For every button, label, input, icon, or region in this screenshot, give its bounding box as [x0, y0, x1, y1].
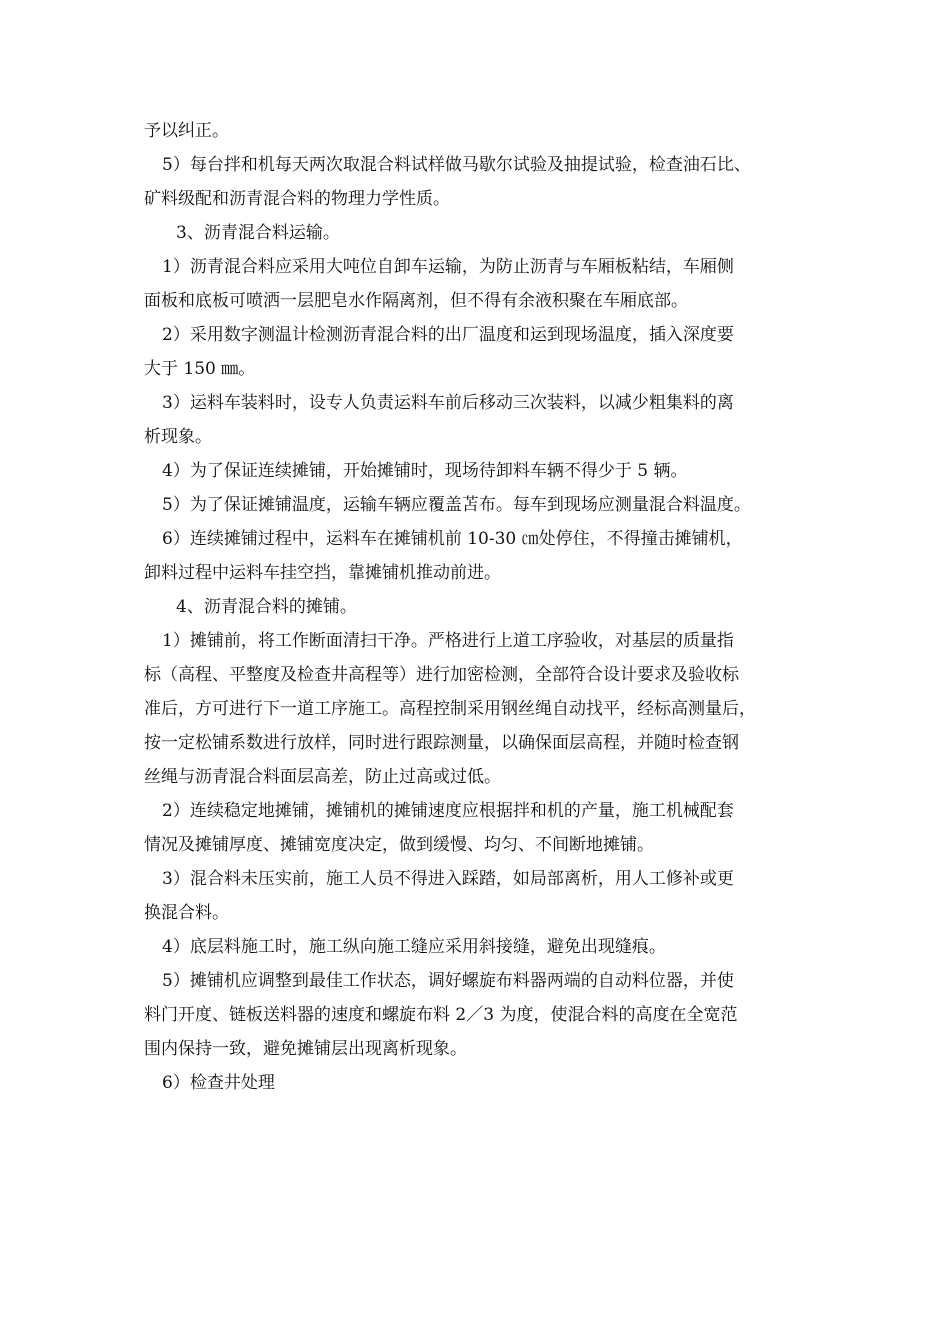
- text-line: 按一定松铺系数进行放样，同时进行跟踪测量，以确保面层高程，并随时检查钢: [144, 733, 739, 753]
- list-item-1: 1）摊铺前，将工作断面清扫干净。严格进行上道工序验收，对基层的质量指: [162, 631, 734, 651]
- list-item-6: 6）连续摊铺过程中，运料车在摊铺机前 10-30 ㎝处停住，不得撞击摊铺机，: [162, 529, 743, 549]
- text-line: 准后，方可进行下一道工序施工。高程控制采用钢丝绳自动找平，经标高测量后，: [144, 699, 756, 719]
- text-line: 情况及摊铺厚度、摊铺宽度决定，做到缓慢、均匀、不间断地摊铺。: [144, 835, 654, 855]
- list-item-1: 1）沥青混合料应采用大吨位自卸车运输，为防止沥青与车厢板粘结，车厢侧: [162, 257, 734, 277]
- text-line: 标（高程、平整度及检查井高程等）进行加密检测，全部符合设计要求及验收标: [144, 665, 739, 685]
- text-line: 丝绳与沥青混合料面层高差，防止过高或过低。: [144, 767, 501, 787]
- text-line: 卸料过程中运料车挂空挡，靠摊铺机推动前进。: [144, 563, 501, 583]
- text-line: 矿料级配和沥青混合料的物理力学性质。: [144, 189, 450, 209]
- list-item-2: 2）采用数字测温计检测沥青混合料的出厂温度和运到现场温度，插入深度要: [162, 325, 734, 345]
- document-body: [144, 114, 814, 1100]
- section-heading-4: 4、沥青混合料的摊铺。: [176, 597, 357, 617]
- text-line: 面板和底板可喷洒一层肥皂水作隔离剂，但不得有余液积聚在车厢底部。: [144, 291, 688, 311]
- list-item-3: 3）混合料未压实前，施工人员不得进入踩踏，如局部离析，用人工修补或更: [162, 869, 734, 889]
- text-line: 大于 150 ㎜。: [144, 359, 256, 379]
- list-item-5: 5）为了保证摊铺温度，运输车辆应覆盖苫布。每车到现场应测量混合料温度。: [162, 495, 751, 515]
- list-item-4: 4）为了保证连续摊铺，开始摊铺时，现场待卸料车辆不得少于 5 辆。: [162, 461, 688, 481]
- list-item-5: 5）每台拌和机每天两次取混合料试样做马歇尔试验及抽提试验，检查油石比、: [162, 155, 751, 175]
- list-item-5: 5）摊铺机应调整到最佳工作状态，调好螺旋布料器两端的自动料位器，并使: [162, 971, 734, 991]
- list-item-6: 6）检查井处理: [162, 1073, 275, 1093]
- text-line: 换混合料。: [144, 903, 229, 923]
- text-line: 析现象。: [144, 427, 212, 447]
- text-line: 围内保持一致，避免摊铺层出现离析现象。: [144, 1039, 467, 1059]
- list-item-4: 4）底层料施工时，施工纵向施工缝应采用斜接缝，避免出现缝痕。: [162, 937, 666, 957]
- list-item-2: 2）连续稳定地摊铺，摊铺机的摊铺速度应根据拌和机的产量，施工机械配套: [162, 801, 734, 821]
- text-line: 料门开度、链板送料器的速度和螺旋布料 2／3 为度，使混合料的高度在全宽范: [144, 1005, 738, 1025]
- list-item-3: 3）运料车装料时，设专人负责运料车前后移动三次装料，以减少粗集料的离: [162, 393, 734, 413]
- section-heading-3: 3、沥青混合料运输。: [176, 223, 340, 243]
- text-line: 予以纠正。: [144, 121, 229, 141]
